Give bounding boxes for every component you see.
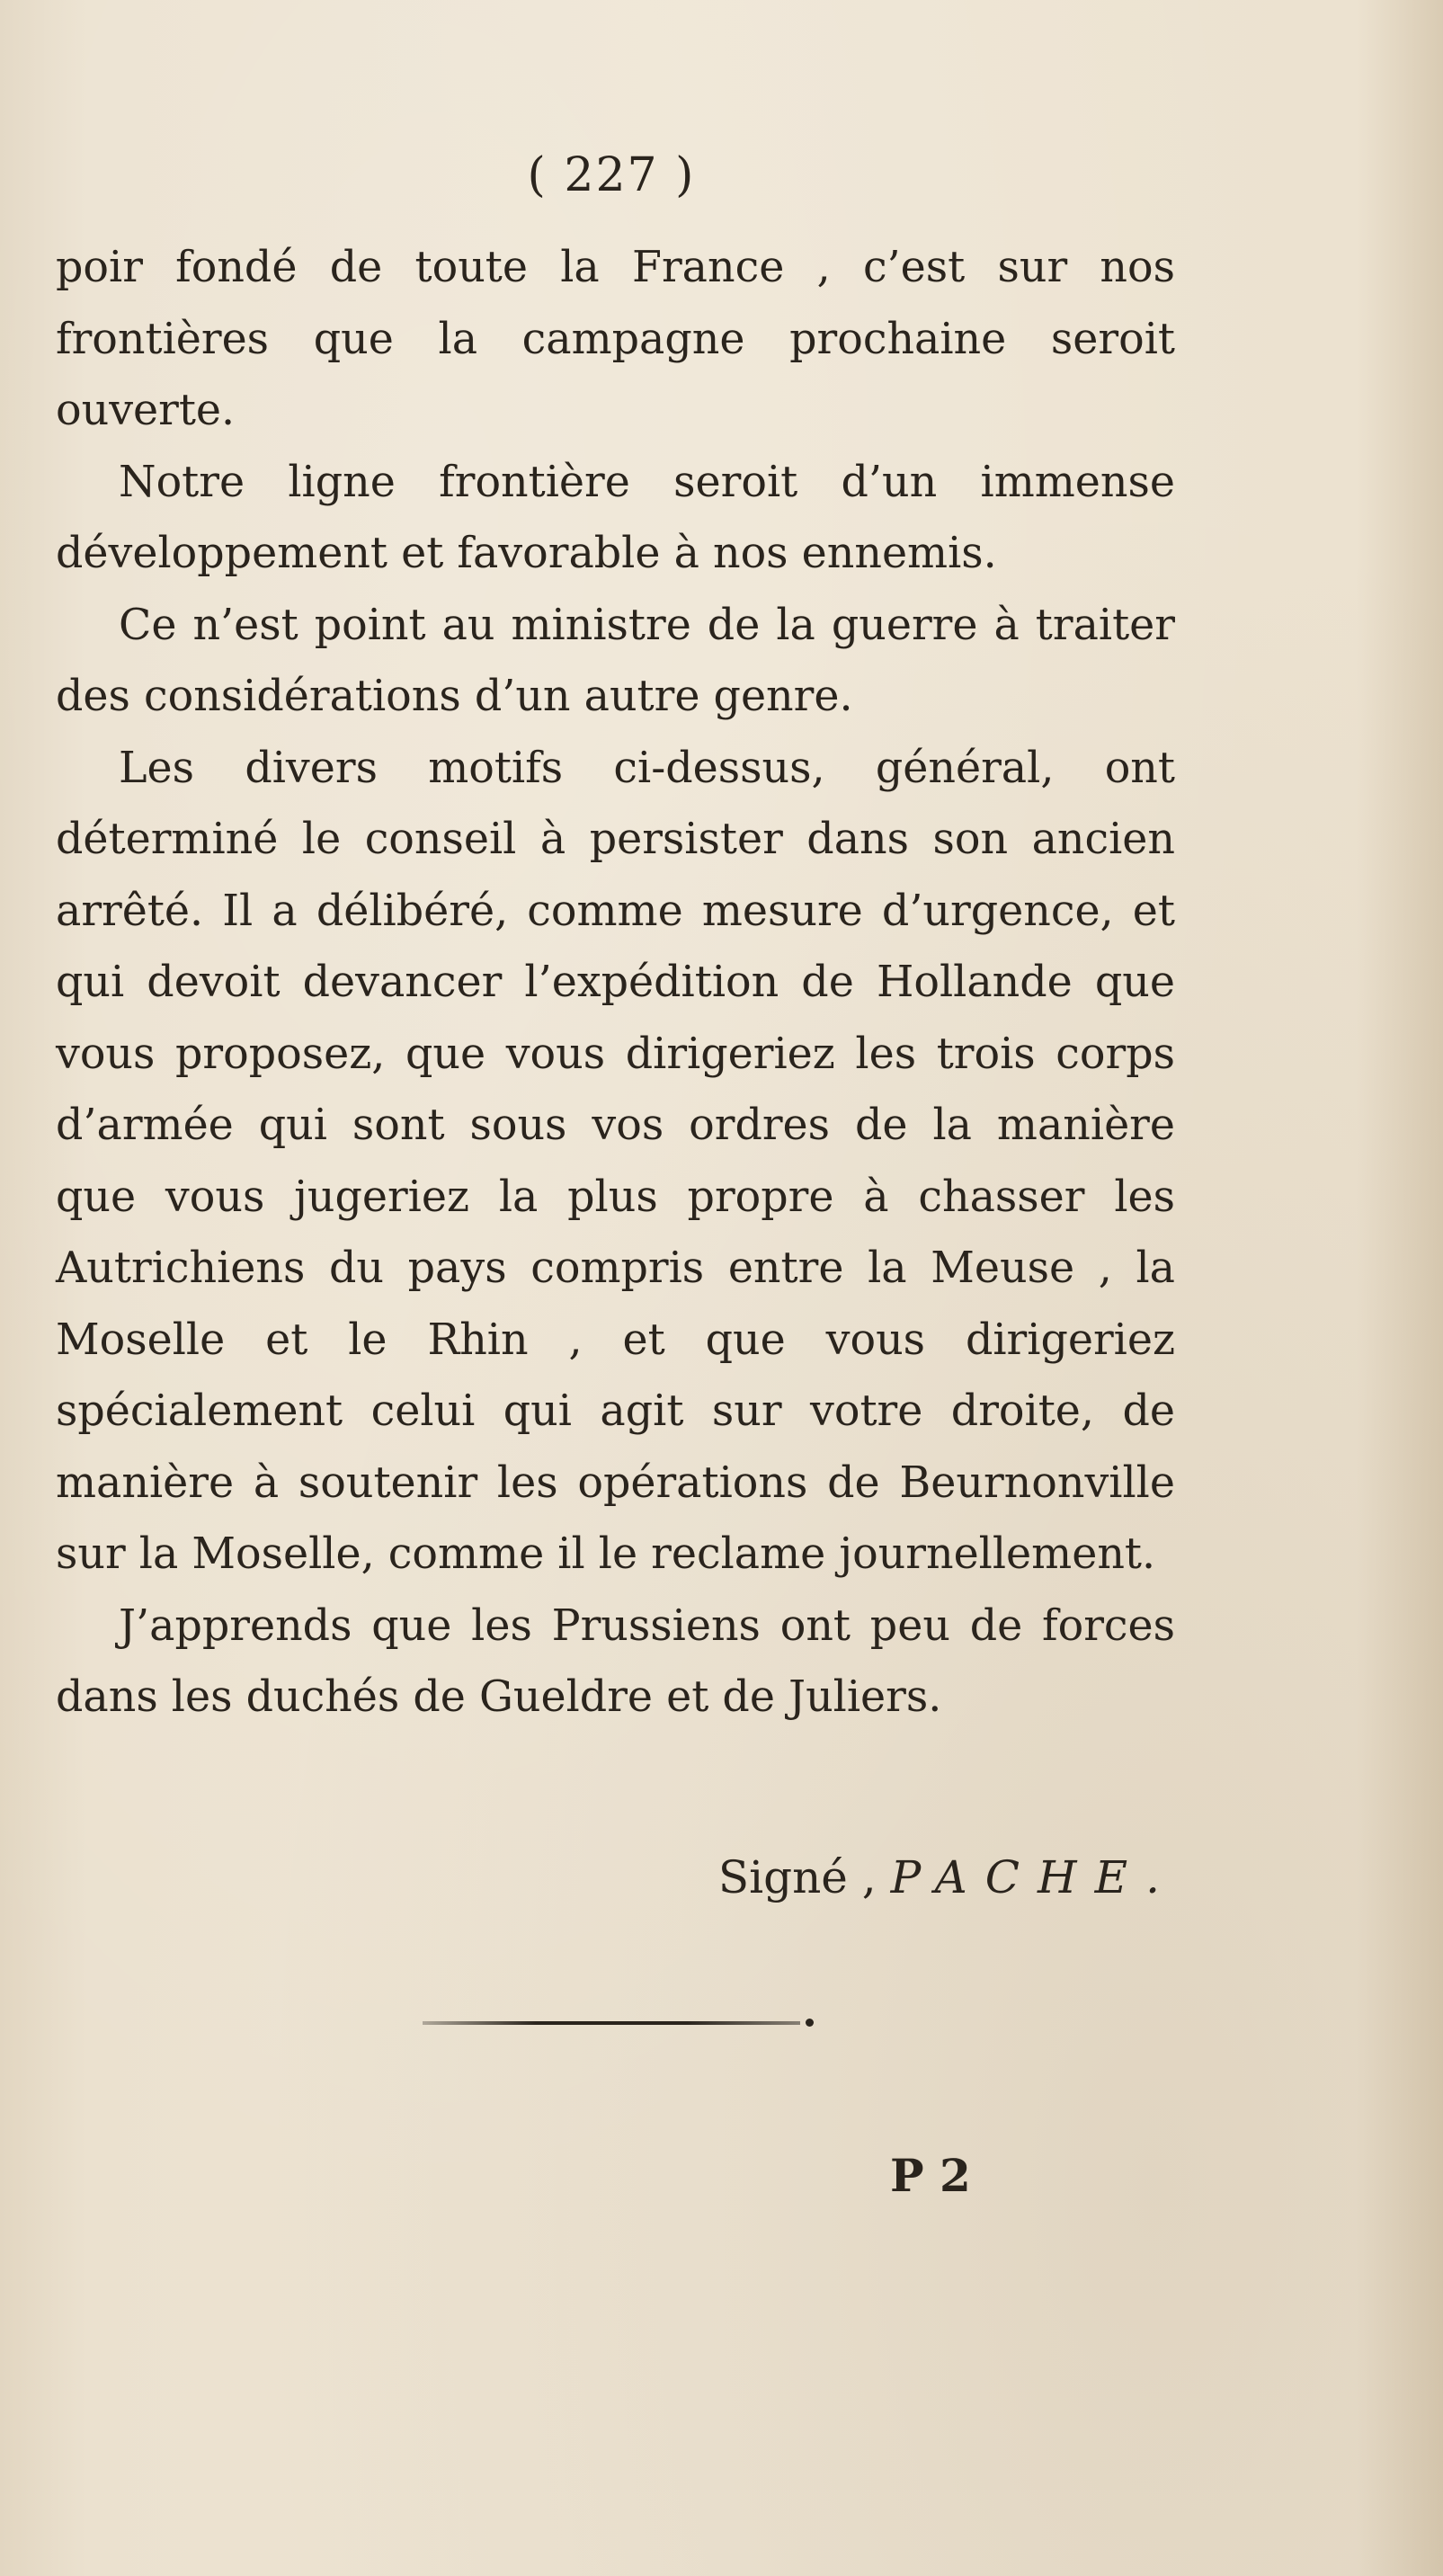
- paragraph: J’apprends que les Prussiens ont peu de forces dans les duchés de Gueldre et de Juliers.: [56, 1600, 1175, 1722]
- signature-prefix: Signé ,: [717, 1851, 877, 1903]
- signature-name: PACHE.: [890, 1851, 1178, 1903]
- divider-dot: [806, 2019, 814, 2027]
- divider-rule: [423, 2021, 800, 2025]
- paragraph: Ce n’est point au ministre de la guerre à traiter des considérations d’un autre genre.: [56, 600, 1175, 721]
- paragraph: Les divers motifs ci-dessus, général, ont déterminé le conseil à persister dans son ancien arrêté. Il a délibéré, comme mesure d’urgence, et qui devoit devancer l’expédition de Hollande que vous proposez, que vous dirigeriez les trois corps d’armée qui sont sous vos ordres de la manière que vous jugeriez la plus propre à chasser les Autrichiens du pays compris entre la Meuse , la Moselle et le Rhin , et que vous dirigeriez spécialement celui qui agit sur votre droite, de manière à soutenir les opérations de Beurnonville sur la Moselle, comme il le reclame journellement.: [56, 743, 1175, 1579]
- paragraph: Notre ligne frontière seroit d’un immense développement et favorable à nos ennemis.: [56, 457, 1175, 578]
- body-text: [56, 232, 1175, 1734]
- page-number: ( 227 ): [527, 148, 696, 202]
- paragraph: poir fondé de toute la France , c’est sur nos frontières que la campagne prochaine seroit ouverte.: [56, 243, 1175, 435]
- signature-line: [647, 1841, 1178, 1913]
- printer-signature-mark: P 2: [890, 2149, 971, 2202]
